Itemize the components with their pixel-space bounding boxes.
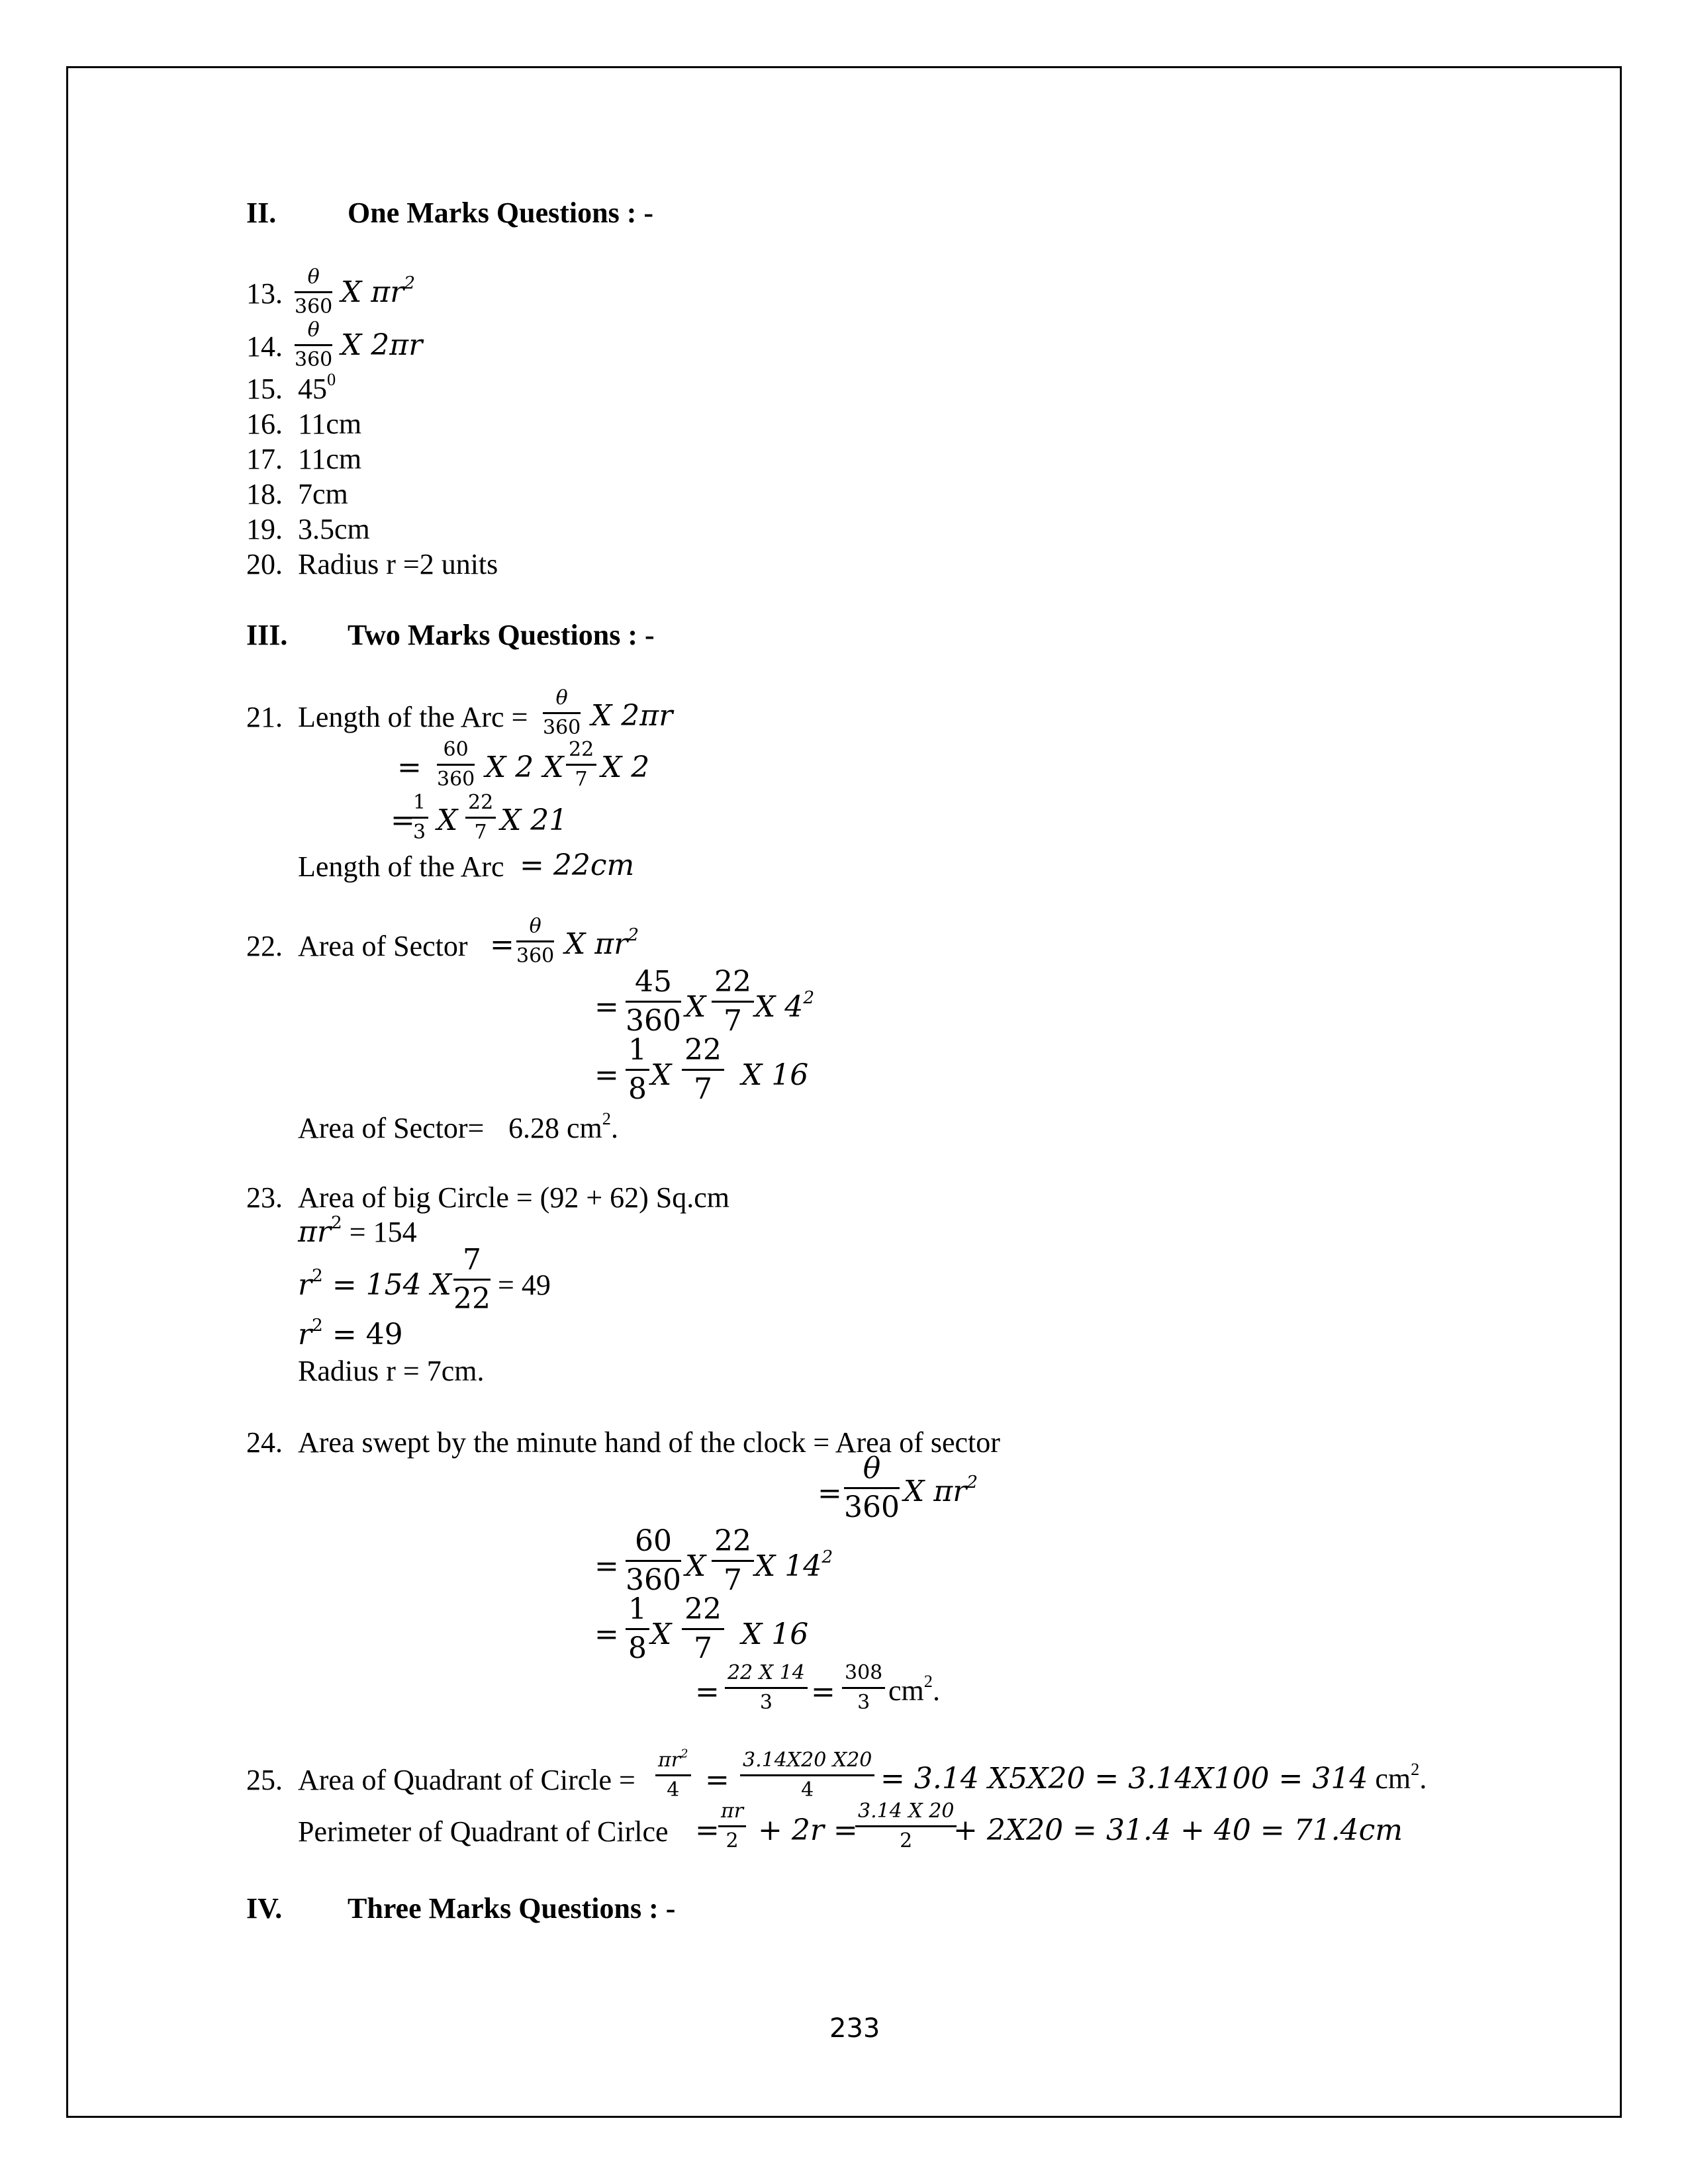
q13-denominator: 360 — [295, 295, 333, 318]
q21-fraction-5 — [465, 793, 496, 842]
q25-unit: cm — [1368, 1762, 1411, 1795]
q15-val: 45 — [298, 373, 327, 405]
q23-line-3 — [298, 1265, 451, 1302]
q21-fraction-1 — [543, 688, 581, 738]
q17-number: 17. — [246, 443, 283, 475]
q25-pir2-exp: 2 — [680, 1747, 688, 1761]
q22-8: 8 — [628, 1072, 647, 1106]
q24-3b: 3 — [857, 1691, 870, 1714]
q24-eq-0: = — [818, 1477, 842, 1510]
q21-end-2: X 2 — [601, 751, 650, 784]
q22-45: 45 — [626, 968, 681, 1003]
q25-mid-2: + 2r = — [758, 1813, 858, 1847]
q22-fraction-4 — [626, 1033, 649, 1106]
q22-result-text: 6.28 cm — [508, 1112, 602, 1144]
q13-rest: X πr — [341, 275, 404, 309]
q22-eq-1: = — [594, 990, 619, 1024]
q24-x-1: X — [685, 1549, 706, 1583]
q13-exponent: 2 — [404, 273, 416, 294]
q18-value: 7cm — [298, 478, 348, 510]
q21-22: 22 — [566, 740, 596, 766]
q24-fraction-1 — [844, 1451, 900, 1524]
q14-expression: X 2πr — [341, 328, 423, 362]
q19-number: 19. — [246, 513, 283, 545]
q23-r2: r — [298, 1318, 312, 1351]
q22-exp: 2 — [628, 925, 639, 946]
q25-label-2: Perimeter of Quadrant of Cirlce — [298, 1815, 669, 1848]
q24-theta: θ — [844, 1454, 900, 1489]
q14-number: 14. — [246, 330, 283, 363]
q21-eq-2: = — [391, 803, 415, 837]
q24-60: 60 — [626, 1527, 681, 1562]
q24-rest-1 — [904, 1472, 978, 1508]
q21-mid-2: X 2 X — [485, 751, 564, 784]
q21-7b: 7 — [474, 821, 487, 844]
q24-22: 22 — [712, 1527, 754, 1562]
q25-fraction-4 — [855, 1801, 957, 1851]
q24-fraction-5 — [682, 1592, 724, 1665]
q21-end-3: X 21 — [500, 803, 568, 837]
q24-360: 360 — [844, 1490, 900, 1524]
q23-line-5: Radius r = 7cm. — [298, 1355, 485, 1387]
q23-line3-end: = 49 — [498, 1269, 551, 1301]
section-3-title: Two Marks Questions : - — [348, 619, 655, 651]
q25-pir2 — [655, 1747, 691, 1776]
q21-3: 3 — [413, 821, 426, 844]
q23-line4-exp: 2 — [312, 1315, 323, 1336]
q24-end-2-text: X 14 — [755, 1549, 822, 1583]
q22-result-exp: 2 — [602, 1109, 611, 1129]
q24-unit-text: cm — [888, 1674, 924, 1707]
q23-number: 23. — [246, 1181, 283, 1214]
q25-pir: πr — [718, 1801, 746, 1827]
q22-end-3: X 16 — [741, 1058, 809, 1092]
q24-8: 8 — [628, 1631, 647, 1665]
q22-1: 1 — [626, 1036, 649, 1071]
q13-expression — [341, 273, 416, 309]
q24-unit-end: . — [932, 1674, 940, 1707]
q22-result-label: Area of Sector= — [298, 1112, 485, 1144]
q22-number: 22. — [246, 930, 283, 962]
q20-number: 20. — [246, 548, 283, 580]
q22-360b: 360 — [626, 1004, 681, 1038]
q24-7b: 7 — [694, 1631, 712, 1665]
q22-fraction-5 — [682, 1033, 724, 1106]
q25-fraction-3 — [718, 1801, 746, 1851]
q25-eq-2: = — [695, 1813, 720, 1847]
q21-22b: 22 — [465, 793, 496, 819]
q25-314x20: 3.14 X 20 — [855, 1801, 957, 1827]
q24-eq-3: = — [695, 1675, 720, 1709]
page-number: 233 — [829, 2013, 880, 2044]
q21-fraction-2 — [437, 740, 475, 790]
q25-4a: 4 — [667, 1778, 680, 1801]
q21-result-value: = 22cm — [520, 848, 635, 882]
q22-x-2: X — [651, 1058, 672, 1092]
q22-fraction-3 — [712, 965, 754, 1038]
q19-value: 3.5cm — [298, 513, 370, 545]
q25-pir2-text: πr — [658, 1749, 681, 1772]
q22-label: Area of Sector — [298, 930, 468, 962]
q21-number: 21. — [246, 701, 283, 733]
q22-x-1: X — [685, 990, 706, 1024]
q14-fraction — [295, 320, 332, 370]
q21-fraction-3 — [566, 740, 596, 790]
q24-eq-2: = — [594, 1617, 619, 1651]
q24-unit — [888, 1671, 940, 1707]
q24-3a: 3 — [759, 1691, 773, 1714]
q24-22x14: 22 X 14 — [725, 1663, 808, 1689]
q25-rest-2: + 2X20 = 31.4 + 40 = 71.4cm — [953, 1813, 1403, 1847]
q24-exp2: 2 — [821, 1547, 833, 1568]
q16-value: 11cm — [298, 408, 362, 440]
q21-mid-3: X — [437, 803, 458, 837]
q24-eq-1: = — [594, 1549, 619, 1583]
q22-theta: θ — [516, 917, 554, 942]
q14-numerator: θ — [295, 320, 332, 346]
q22-result-value — [508, 1109, 618, 1144]
q23-line-4 — [298, 1315, 403, 1351]
q15-value — [298, 369, 336, 405]
section-3-number: III. — [246, 619, 288, 651]
q24-x-2: X — [651, 1617, 672, 1651]
q24-end-2 — [755, 1547, 833, 1583]
q22-fraction-2 — [626, 965, 681, 1038]
q22-end-2 — [755, 987, 815, 1024]
q25-2b: 2 — [900, 1829, 913, 1852]
q14-denominator: 360 — [295, 348, 333, 371]
q24-fraction-4 — [626, 1592, 649, 1665]
q24-unit-exp: 2 — [923, 1671, 933, 1692]
q25-unit-end: . — [1419, 1762, 1427, 1795]
q24-line-1: Area swept by the minute hand of the clock = Area of sector — [298, 1426, 1000, 1459]
q25-2a: 2 — [726, 1829, 739, 1852]
q21-360b: 360 — [437, 768, 475, 791]
q24-fraction-7 — [842, 1663, 885, 1713]
q22-rest-text: X πr — [565, 927, 628, 961]
q22-22b: 22 — [682, 1036, 724, 1071]
q25-label-1: Area of Quadrant of Circle = — [298, 1764, 635, 1796]
q23-line-1: Area of big Circle = (92 + 62) Sq.cm — [298, 1181, 730, 1214]
q24-22b: 22 — [682, 1595, 724, 1630]
q23-line2-rest: = 154 — [342, 1216, 417, 1248]
q23-line4-rest: = 49 — [322, 1318, 403, 1351]
q22-7b: 7 — [694, 1072, 712, 1106]
q21-1: 1 — [410, 793, 428, 819]
q18-number: 18. — [246, 478, 283, 510]
q25-eq-1: = — [705, 1763, 729, 1797]
q15-exp: 0 — [327, 369, 336, 390]
q22-result-end: . — [610, 1112, 618, 1144]
q23-pir: πr — [298, 1215, 331, 1249]
q16-number: 16. — [246, 408, 283, 440]
q25-4b: 4 — [801, 1778, 814, 1801]
q25-fraction-2 — [740, 1751, 874, 1800]
q20-value: Radius r =2 units — [298, 548, 498, 580]
q17-value: 11cm — [298, 443, 362, 475]
q21-rest-1: X 2πr — [591, 699, 673, 733]
q21-theta: θ — [543, 688, 581, 714]
q25-rest-1-text: = 3.14 X5X20 = 3.14X100 = 314 — [880, 1762, 1368, 1796]
q21-360: 360 — [543, 716, 581, 739]
q24-end-3: X 16 — [741, 1617, 809, 1651]
q23-r: r — [298, 1268, 312, 1302]
section-4-number: IV. — [246, 1892, 283, 1925]
q22-exp2: 2 — [803, 987, 815, 1009]
q24-360b: 360 — [626, 1563, 681, 1597]
q25-number: 25. — [246, 1764, 283, 1796]
q22-eq-0: = — [490, 928, 514, 962]
q25-fraction-1 — [655, 1747, 691, 1801]
q25-rest-1 — [880, 1759, 1427, 1796]
section-2-title: One Marks Questions : - — [348, 197, 653, 229]
q24-eq-4: = — [811, 1675, 835, 1709]
q22-rest-1 — [565, 925, 639, 961]
q22-22: 22 — [712, 968, 754, 1003]
q25-unit-exp: 2 — [1411, 1759, 1420, 1780]
q13-number: 13. — [246, 277, 283, 310]
q22-360: 360 — [516, 944, 555, 968]
section-2-number: II. — [246, 197, 277, 229]
q22-end-2-text: X 4 — [755, 990, 804, 1024]
q22-fraction-1 — [516, 917, 554, 966]
q23-line-2 — [298, 1212, 417, 1249]
q21-label: Length of the Arc = — [298, 701, 528, 733]
q24-fraction-2 — [626, 1524, 681, 1597]
q24-number: 24. — [246, 1426, 283, 1459]
q24-rest-text: X πr — [904, 1475, 967, 1508]
q24-1: 1 — [626, 1595, 649, 1630]
q23-line3-mid: = 154 X — [322, 1268, 451, 1302]
section-4-title: Three Marks Questions : - — [348, 1892, 676, 1925]
q21-eq-1: = — [397, 751, 422, 784]
q24-fraction-6 — [725, 1663, 808, 1713]
q13-numerator: θ — [295, 267, 332, 293]
q15-number: 15. — [246, 373, 283, 405]
q21-fraction-4 — [410, 793, 428, 842]
q23-line2-exp: 2 — [330, 1212, 342, 1234]
q22-eq-2: = — [594, 1058, 619, 1092]
q13-fraction — [295, 267, 332, 317]
q21-result-label: Length of the Arc — [298, 850, 504, 883]
q23-line3-exp: 2 — [312, 1265, 323, 1287]
q25-big: 3.14X20 X20 — [740, 1751, 874, 1776]
q23-7: 7 — [453, 1246, 491, 1281]
q24-fraction-3 — [712, 1524, 754, 1597]
q24-7: 7 — [724, 1563, 742, 1597]
q23-fraction — [453, 1243, 491, 1316]
q22-7: 7 — [724, 1004, 742, 1038]
q23-22: 22 — [453, 1282, 491, 1316]
q24-308: 308 — [842, 1663, 885, 1689]
q21-7: 7 — [575, 768, 588, 791]
q24-exp: 2 — [966, 1472, 978, 1493]
q21-60: 60 — [437, 740, 475, 766]
